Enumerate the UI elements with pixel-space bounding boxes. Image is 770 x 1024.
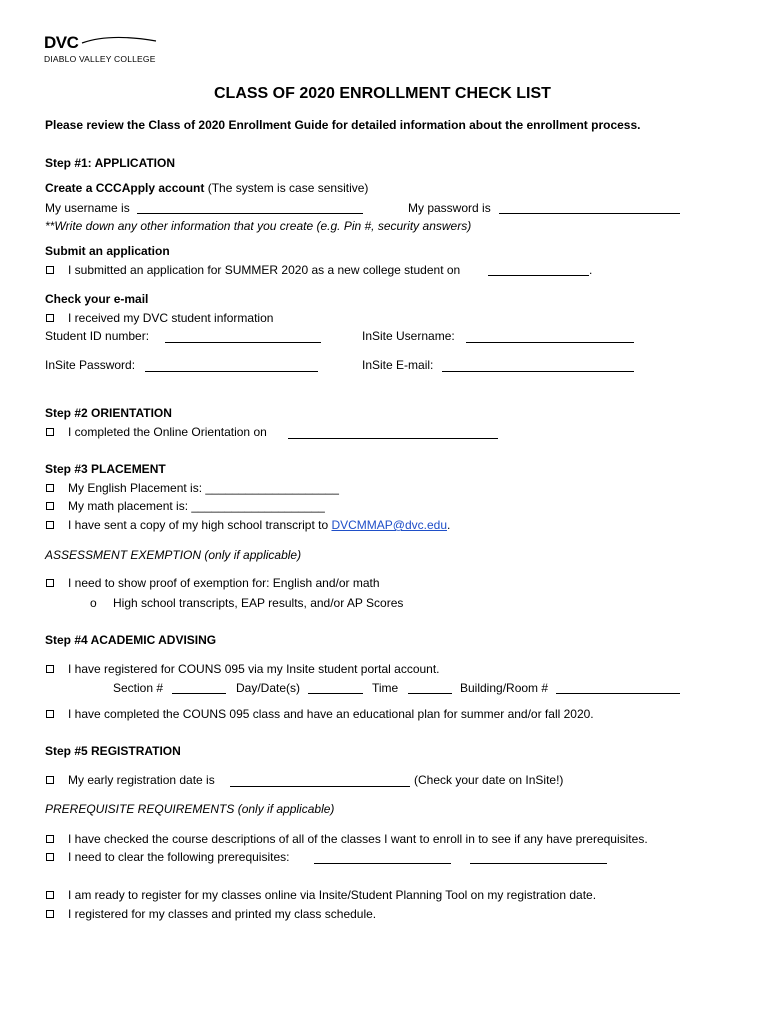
math-placement-text: My math placement is: ____________________	[68, 499, 325, 513]
math-checkbox[interactable]	[46, 502, 54, 510]
printed-checkbox[interactable]	[46, 910, 54, 918]
ready-checkbox[interactable]	[46, 891, 54, 899]
logo-mark: DVC	[44, 33, 79, 52]
student-id-field[interactable]	[165, 342, 321, 343]
registered-checkbox[interactable]	[46, 665, 54, 673]
prereq-heading: PREREQUISITE REQUIREMENTS (only if applicable)	[45, 802, 335, 816]
time-label: Time	[372, 681, 399, 695]
write-down-note: **Write down any other information that you create (e.g. Pin #, security answers)	[45, 219, 472, 233]
early-date-note: (Check your date on InSite!)	[414, 773, 564, 787]
create-account-line	[45, 181, 368, 195]
step2-heading: Step #2 ORIENTATION	[45, 406, 172, 420]
prereq-field-1[interactable]	[314, 863, 451, 864]
insite-password-label: InSite Password:	[45, 358, 136, 372]
clear-prereq-checkbox[interactable]	[46, 853, 54, 861]
password-field[interactable]	[499, 213, 680, 214]
building-label: Building/Room #	[460, 681, 549, 695]
proof-checkbox[interactable]	[46, 579, 54, 587]
english-checkbox[interactable]	[46, 484, 54, 492]
submitted-text: I submitted an application for SUMMER 2020 as a new college student on	[68, 263, 461, 277]
checked-courses-text: I have checked the course descriptions of all of the classes I want to enroll in to see if any have prerequisites.	[68, 832, 648, 846]
early-date-field[interactable]	[230, 786, 410, 787]
step4-heading: Step #4 ACADEMIC ADVISING	[45, 633, 217, 647]
day-field[interactable]	[308, 693, 363, 694]
transcript-checkbox[interactable]	[46, 521, 54, 529]
ready-text: I am ready to register for my classes online via Insite/Student Planning Tool on my registration date.	[68, 888, 597, 902]
step1-heading: Step #1: APPLICATION	[45, 156, 176, 170]
early-date-checkbox[interactable]	[46, 776, 54, 784]
received-checkbox[interactable]	[46, 314, 54, 322]
username-label: My username is	[45, 201, 130, 215]
create-account-bold: Create a CCCApply account	[45, 181, 205, 195]
insite-email-field[interactable]	[442, 371, 634, 372]
submitted-date-field[interactable]	[488, 275, 589, 276]
step5-heading: Step #5 REGISTRATION	[45, 744, 181, 758]
page-title: CLASS OF 2020 ENROLLMENT CHECK LIST	[214, 85, 551, 102]
prereq-field-2[interactable]	[470, 863, 607, 864]
step3-heading: Step #3 PLACEMENT	[45, 462, 166, 476]
building-field[interactable]	[556, 693, 680, 694]
orientation-checkbox[interactable]	[46, 428, 54, 436]
day-label: Day/Date(s)	[236, 681, 301, 695]
orientation-text: I completed the Online Orientation on	[68, 425, 267, 439]
transcript-line	[68, 518, 450, 532]
create-account-note: (The system is case sensitive)	[204, 181, 369, 195]
logo-swoosh-icon	[80, 33, 160, 47]
received-text: I received my DVC student information	[68, 311, 274, 325]
exemption-heading: ASSESSMENT EXEMPTION (only if applicable)	[45, 548, 302, 562]
insite-username-field[interactable]	[466, 342, 634, 343]
submit-heading: Submit an application	[45, 244, 170, 258]
email-heading: Check your e-mail	[45, 292, 149, 306]
completed-class-text: I have completed the COUNS 095 class and have an educational plan for summer and/or fall 2020.	[68, 707, 594, 721]
transcript-end: .	[447, 518, 451, 532]
transcript-email-link[interactable]: DVCMMAP@dvc.edu	[331, 518, 448, 532]
registered-text: I have registered for COUNS 095 via my Insite student portal account.	[68, 662, 440, 676]
password-label: My password is	[408, 201, 491, 215]
english-placement-text: My English Placement is: ____________________	[68, 481, 339, 495]
early-date-text: My early registration date is	[68, 773, 215, 787]
section-field[interactable]	[172, 693, 226, 694]
printed-text: I registered for my classes and printed my class schedule.	[68, 907, 377, 921]
proof-text: I need to show proof of exemption for: English and/or math	[68, 576, 380, 590]
proof-sub-text: High school transcripts, EAP results, and/or AP Scores	[113, 596, 404, 610]
bullet-icon: o	[90, 596, 97, 610]
insite-email-label: InSite E-mail:	[362, 358, 434, 372]
student-id-label: Student ID number:	[45, 329, 150, 343]
orientation-date-field[interactable]	[288, 438, 498, 439]
logo-subtitle: DIABLO VALLEY COLLEGE	[44, 54, 156, 64]
clear-prereq-text: I need to clear the following prerequisites:	[68, 850, 290, 864]
checked-courses-checkbox[interactable]	[46, 835, 54, 843]
submitted-end: .	[589, 263, 593, 277]
submitted-checkbox[interactable]	[46, 266, 54, 274]
insite-password-field[interactable]	[145, 371, 318, 372]
intro-text: Please review the Class of 2020 Enrollment Guide for detailed information about the enrollment process.	[45, 118, 641, 132]
section-label: Section #	[113, 681, 164, 695]
completed-class-checkbox[interactable]	[46, 710, 54, 718]
username-field[interactable]	[137, 213, 363, 214]
insite-username-label: InSite Username:	[362, 329, 455, 343]
time-field[interactable]	[408, 693, 452, 694]
transcript-text: I have sent a copy of my high school transcript to	[68, 518, 332, 532]
